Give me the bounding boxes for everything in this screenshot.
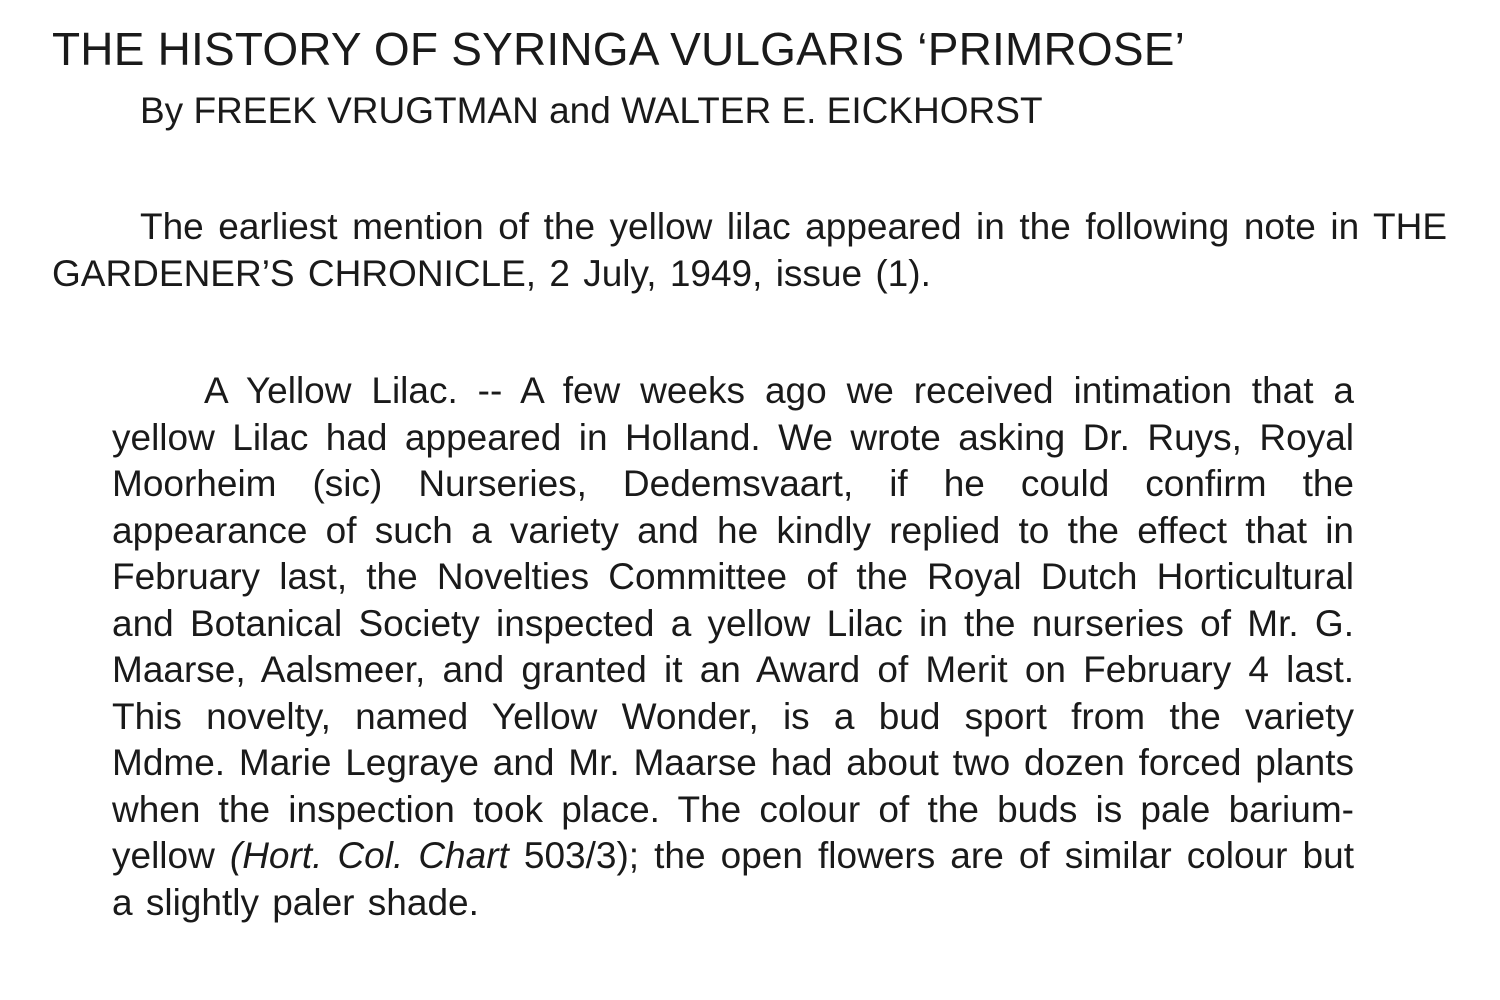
quote-text-end: 503/3); the open flowers are of similar colour but a slightly paler shade.	[112, 835, 1354, 923]
article-byline: By FREEK VRUGTMAN and WALTER E. EICKHORST	[140, 90, 1043, 131]
quoted-note-paragraph	[112, 368, 1354, 926]
quote-text-start: A Yellow Lilac. -- A few weeks ago we received intimation that a yellow Lilac had appeared in Holland. We wrote asking Dr. Ruys, Royal Moorheim (sic) Nurseries, Dedemsvaart, if he could confirm the appearance of such a variety and he kindly replied to the effect that in February last, the Novelties Committee of the Royal Dutch Horticultural and Botanical Society inspected a yellow Lilac in the nurseries of Mr. G. Maarse, Aalsmeer, and granted it an Award of Merit on February 4 last. This novelty, named Yellow Wonder, is a bud sport from the variety Mdme. Marie Legraye and Mr. Maarse had about two dozen forced plants when the inspection took place. The colour of the buds is pale barium-yellow	[112, 370, 1354, 876]
article-title: THE HISTORY OF SYRINGA VULGARIS ‘PRIMROSE’	[52, 23, 1186, 75]
intro-paragraph: The earliest mention of the yellow lilac appeared in the following note in THE GARDENER’S CHRONICLE, 2 July, 1949, issue (1).	[52, 206, 1447, 294]
quote-citation-italic: (Hort. Col. Chart	[229, 835, 509, 876]
